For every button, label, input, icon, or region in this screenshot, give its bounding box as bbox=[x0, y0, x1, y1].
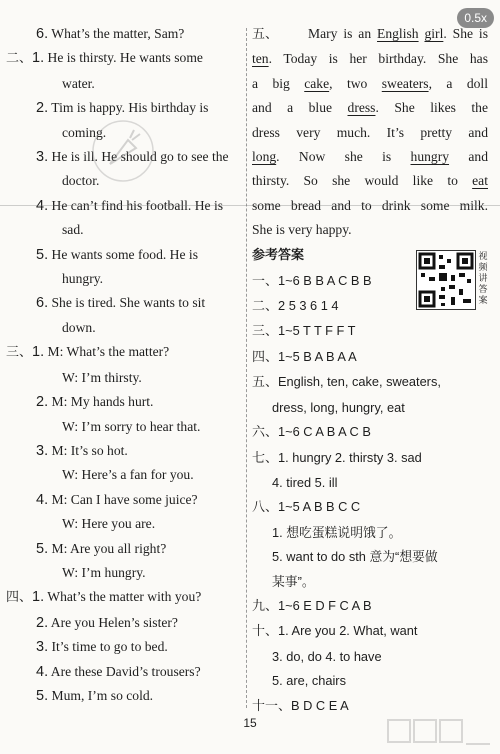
line-text: He can’t find his football. He is bbox=[51, 197, 224, 213]
passage-text: . She likes the bbox=[375, 100, 488, 116]
line-text: M: What’s the matter? bbox=[47, 344, 170, 360]
section-label: 八、 bbox=[252, 500, 279, 516]
passage-block bbox=[252, 22, 488, 243]
question-line bbox=[6, 316, 244, 340]
passage-line bbox=[252, 194, 488, 218]
line-text: coming. bbox=[62, 124, 107, 140]
section-label: 四、 bbox=[252, 349, 279, 365]
passage-line bbox=[252, 22, 488, 47]
item-number: 3. bbox=[36, 639, 49, 656]
passage-text: Mary is an bbox=[308, 26, 378, 41]
answers-block bbox=[252, 269, 488, 719]
answer-line bbox=[252, 446, 488, 471]
page-number: 15 bbox=[243, 716, 257, 730]
line-text: M: Can I have some juice? bbox=[51, 491, 198, 507]
answer-text: B D C E A bbox=[291, 697, 349, 713]
question-line bbox=[6, 218, 244, 242]
playback-speed-badge[interactable]: 0.5x bbox=[457, 8, 494, 28]
answer-word: sweaters bbox=[381, 75, 429, 91]
passage-text: and a blue bbox=[252, 100, 348, 116]
answer-word: long bbox=[252, 149, 277, 165]
item-number: 3. bbox=[36, 149, 49, 166]
question-line bbox=[6, 291, 244, 315]
answer-line bbox=[252, 645, 488, 669]
answer-line bbox=[252, 521, 488, 545]
line-text: He is ill. He should go to see the bbox=[51, 149, 229, 165]
question-line bbox=[6, 660, 244, 684]
column-divider bbox=[246, 28, 247, 708]
section-label: 九、 bbox=[252, 598, 279, 614]
passage-text: . Today is her birthday. She has bbox=[268, 51, 488, 67]
question-line bbox=[6, 561, 244, 585]
question-line bbox=[6, 366, 244, 390]
line-text: Are these David’s trousers? bbox=[50, 663, 201, 679]
answer-word: dress bbox=[347, 100, 376, 116]
answer-line bbox=[252, 570, 488, 594]
item-number: 6. bbox=[36, 295, 49, 312]
line-text: What’s the matter, Sam? bbox=[51, 26, 185, 41]
answer-text: 1~6 C A B A C B bbox=[278, 424, 371, 440]
question-line bbox=[6, 488, 244, 512]
section-label: 五、 bbox=[252, 27, 279, 42]
answer-text: 3. do, do 4. to have bbox=[272, 648, 382, 664]
line-text: Tim is happy. His birthday is bbox=[51, 100, 209, 116]
answer-line bbox=[252, 471, 488, 495]
item-number: 4. bbox=[36, 663, 49, 680]
question-line bbox=[6, 463, 244, 487]
answer-line bbox=[252, 345, 488, 370]
line-text: W: Here you are. bbox=[62, 516, 156, 532]
section-label: 四、 bbox=[6, 590, 33, 606]
right-column bbox=[252, 22, 488, 719]
question-line bbox=[6, 243, 244, 267]
answer-text: 4. tired 5. ill bbox=[272, 474, 338, 490]
section-label: 五、 bbox=[252, 375, 279, 391]
answer-text: English, ten, cake, sweaters, bbox=[278, 374, 441, 390]
question-line bbox=[6, 537, 244, 561]
page-fold-line bbox=[0, 205, 500, 206]
answer-text: 1~6 B B A C B B bbox=[278, 272, 372, 288]
question-line bbox=[6, 22, 244, 46]
question-line bbox=[6, 340, 244, 365]
item-number: 2. bbox=[36, 394, 49, 411]
passage-text: . Now she is bbox=[276, 149, 411, 165]
qr-code-icon[interactable] bbox=[416, 250, 476, 310]
answer-word: ten bbox=[252, 51, 269, 67]
answer-text: 1~5 A B B C C bbox=[278, 499, 361, 515]
answer-line bbox=[252, 594, 488, 619]
line-text: What’s the matter with you? bbox=[47, 589, 202, 605]
answer-line bbox=[252, 319, 488, 344]
line-text: sad. bbox=[62, 222, 84, 238]
question-line bbox=[6, 415, 244, 439]
item-number: 1. bbox=[32, 589, 45, 606]
passage-text: She is very happy. bbox=[252, 222, 352, 238]
answer-line bbox=[252, 619, 488, 644]
answer-word: eat bbox=[472, 173, 488, 189]
line-text: He wants some food. He is bbox=[51, 246, 198, 262]
item-number: 2. bbox=[36, 614, 49, 631]
question-line bbox=[6, 635, 244, 659]
question-line bbox=[6, 512, 244, 536]
item-number: 5. bbox=[36, 687, 49, 704]
line-text: hungry. bbox=[62, 271, 104, 287]
answer-line bbox=[252, 370, 488, 395]
line-text: down. bbox=[62, 319, 96, 335]
line-text: W: I’m thirsty. bbox=[62, 369, 142, 385]
passage-text: a big bbox=[252, 75, 305, 91]
line-text: W: I’m hungry. bbox=[62, 564, 146, 580]
line-text: M: It’s so hot. bbox=[51, 442, 128, 458]
question-line bbox=[6, 390, 244, 414]
passage-line bbox=[252, 72, 488, 96]
item-number: 2. bbox=[36, 100, 49, 117]
passage-text: , two bbox=[329, 75, 382, 91]
line-text: doctor. bbox=[62, 173, 100, 189]
passage-line bbox=[252, 218, 488, 242]
line-text: water. bbox=[62, 75, 95, 91]
line-text: M: My hands hurt. bbox=[51, 394, 154, 410]
passage-line bbox=[252, 121, 488, 145]
line-text: He is thirsty. He wants some bbox=[47, 50, 203, 66]
answer-text: dress, long, hungry, eat bbox=[272, 399, 405, 415]
question-line bbox=[6, 684, 244, 708]
question-line bbox=[6, 72, 244, 96]
answer-text: 1~5 T T F F T bbox=[278, 323, 356, 339]
item-number: 1. bbox=[32, 50, 45, 67]
answer-word: English bbox=[377, 26, 419, 41]
passage-text: some bread and to drink some milk. bbox=[252, 197, 488, 213]
answer-line bbox=[252, 545, 488, 569]
section-label: 一、 bbox=[252, 273, 279, 289]
passage-text: , a doll bbox=[428, 75, 488, 91]
line-text: Mum, I’m so cold. bbox=[51, 687, 154, 703]
passage-line bbox=[252, 96, 488, 120]
answer-text: 5. want to do sth 意为“想要做 bbox=[272, 549, 438, 565]
line-text: W: I’m sorry to hear that. bbox=[62, 418, 201, 434]
answer-word: hungry bbox=[410, 149, 450, 165]
passage-text: dress very much. It’s pretty and bbox=[252, 124, 488, 140]
line-text: W: Here’s a fan for you. bbox=[62, 467, 194, 483]
section-label: 二、 bbox=[252, 299, 279, 315]
answer-line bbox=[252, 396, 488, 420]
passage-text: . She is bbox=[443, 26, 488, 41]
section-label: 六、 bbox=[252, 425, 279, 441]
section-label: 七、 bbox=[252, 450, 279, 466]
section-label: 二、 bbox=[6, 51, 33, 67]
answers-title: 参考答案 bbox=[252, 247, 305, 263]
qr-label: 视频讲答案 bbox=[478, 252, 488, 306]
answer-text: 某事”。 bbox=[272, 573, 315, 589]
passage-text: thirsty. So she would like to bbox=[252, 173, 473, 189]
answer-word: girl bbox=[424, 26, 444, 41]
question-line bbox=[6, 194, 244, 218]
answer-text: 1~5 B A B A A bbox=[278, 348, 357, 364]
passage-line bbox=[252, 47, 488, 71]
question-line bbox=[6, 439, 244, 463]
carrot-stamp-icon bbox=[88, 116, 158, 186]
answer-line bbox=[252, 420, 488, 445]
item-number: 5. bbox=[36, 540, 49, 557]
line-text: M: Are you all right? bbox=[51, 540, 167, 556]
section-label: 三、 bbox=[6, 345, 33, 361]
item-number: 6. bbox=[36, 26, 49, 42]
passage-line bbox=[252, 169, 488, 193]
section-label: 十一、 bbox=[252, 698, 292, 714]
passage-text: and bbox=[449, 149, 488, 165]
question-line bbox=[6, 585, 244, 610]
answer-text: 5. are, chairs bbox=[272, 673, 346, 689]
section-label: 三、 bbox=[252, 324, 279, 340]
item-number: 5. bbox=[36, 246, 49, 263]
question-line bbox=[6, 267, 244, 291]
passage-line bbox=[252, 145, 488, 169]
line-text: She is tired. She wants to sit bbox=[51, 295, 206, 311]
item-number: 4. bbox=[36, 197, 49, 214]
question-line bbox=[6, 611, 244, 635]
item-number: 1. bbox=[32, 344, 45, 361]
line-text: Are you Helen’s sister? bbox=[50, 614, 178, 630]
item-number: 3. bbox=[36, 442, 49, 459]
answer-text: 1. Are you 2. What, want bbox=[278, 623, 418, 639]
answer-line bbox=[252, 669, 488, 693]
answer-word: cake bbox=[304, 75, 330, 91]
section-label: 十、 bbox=[252, 624, 279, 640]
answer-text: 1. hungry 2. thirsty 3. sad bbox=[278, 449, 422, 465]
answer-text: 1. 想吃蛋糕说明饿了。 bbox=[272, 524, 402, 540]
line-text: It’s time to go to bed. bbox=[51, 639, 168, 655]
answer-text: 2 5 3 6 1 4 bbox=[278, 298, 339, 314]
question-line bbox=[6, 46, 244, 71]
answer-line bbox=[252, 495, 488, 520]
answer-text: 1~6 E D F C A B bbox=[278, 597, 372, 613]
item-number: 4. bbox=[36, 491, 49, 508]
